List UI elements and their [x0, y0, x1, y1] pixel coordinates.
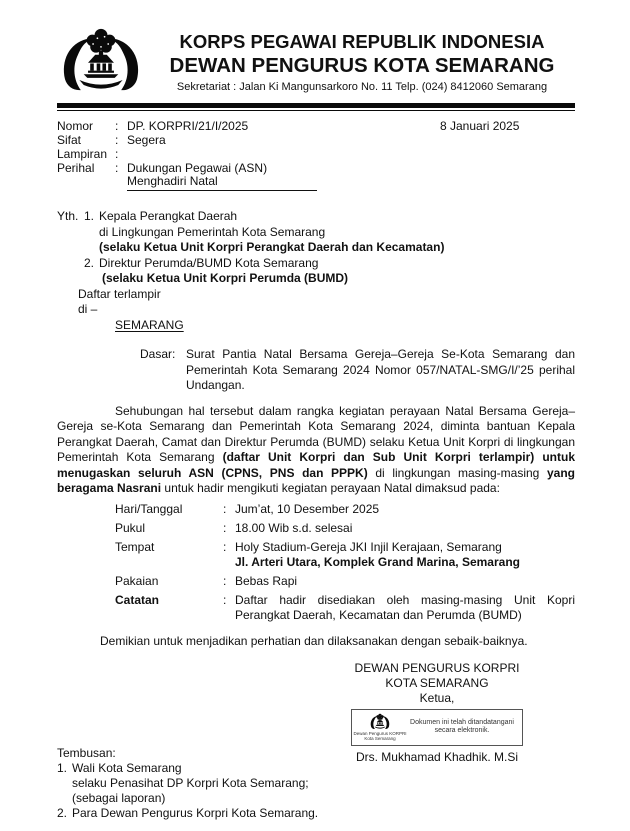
stamp-text-line1: Dokumen ini telah ditandatangani — [410, 718, 514, 726]
secretariat-line: Sekretariat : Jalan Ki Mangunsarkoro No. 11 Telp. (024) 8412060 Semarang — [176, 81, 548, 93]
day-label: Hari/Tanggal — [115, 501, 183, 516]
stamp-text-line2: secara elektronik. — [434, 727, 490, 735]
signer-name: Drs. Mukhamad Khadhik. M.Si — [355, 749, 519, 764]
header-rule-thin — [57, 110, 575, 112]
detail-row-day — [115, 502, 575, 517]
city-name: SEMARANG — [115, 317, 184, 332]
lampiran-label: Lampiran — [57, 146, 108, 161]
header-rule-thick — [57, 103, 575, 108]
time-value: 18.00 Wib s.d. selesai — [235, 520, 353, 535]
colon: : — [223, 573, 227, 588]
dasar-label: Dasar: — [140, 347, 176, 362]
addressee-item1-sub: di Lingkungan Pemerintah Kota Semarang — [99, 224, 326, 239]
at-line: di – — [78, 302, 98, 317]
dasar-block — [140, 347, 575, 394]
dress-value: Bebas Rapi — [235, 573, 298, 588]
signature-org1: DEWAN PENGURUS KORPRI — [354, 660, 520, 675]
time-label: Pukul — [115, 520, 146, 535]
tembusan-item-2 — [57, 806, 318, 821]
tembusan-item1-line2: selaku Penasihat DP Korpri Kota Semarang; — [72, 775, 309, 790]
body-paragraph: Sehubungan hal tersebut dalam rangka kegiatan perayaan Natal Bersama Gereja–Gereja se-Kota Semarang dan Pemerintah Kota Semarang 2024, diminta bantuan Kepala Perangkat Daerah, Camat dan Direktur Perumda (BUMD) selaku Ketua Unit Korpri di lingkungan Pemerintah Kota Semarang (daftar Unit Korpri dan Sub Unit Korpri terlampir) untuk menugaskan seluruh ASN (CPNS, PNS dan PPPK) di lingkungan masing-masing yang beragama Nasrani untuk hadir mengikuti kegiatan perayaan Natal dimaksud pada: — [57, 403, 575, 496]
tembusan-label: Tembusan: — [57, 745, 116, 760]
signature-org2: KOTA SEMARANG — [385, 675, 489, 690]
tembusan-number-2: 2. — [57, 805, 68, 820]
perihal-line2-wrap — [127, 175, 575, 191]
tembusan-block — [57, 746, 318, 821]
sifat-value: Segera — [127, 133, 166, 148]
letterhead-text — [149, 26, 575, 93]
tembusan-item2-line1: Para Dewan Pengurus Korpri Kota Semarang. — [72, 805, 319, 820]
place-value — [235, 540, 575, 570]
signature-area — [57, 661, 575, 831]
stamp-logo-block — [355, 713, 405, 741]
attachment-note: Daftar terlampir — [78, 286, 161, 301]
electronic-signature-stamp — [351, 709, 523, 746]
addressee-number-1: 1. — [84, 209, 95, 224]
stamp-caption-2: Kota Semarang — [364, 736, 396, 742]
perihal-label: Perihal — [57, 160, 95, 175]
letter-date: 8 Januari 2025 — [440, 119, 520, 134]
stamp-text — [405, 719, 519, 736]
signature-block — [321, 661, 553, 765]
addressee-item1: Kepala Perangkat Daerah — [99, 209, 238, 224]
dasar-text: Surat Pantia Natal Bersama Gereja–Gereja Se-Kota Semarang dan Pemerintah Kota Semarang 2024 Nomor 057/NATAL-SMG/I/’25 perihal Undangan. — [186, 347, 575, 393]
note-label: Catatan — [115, 592, 160, 607]
colon: : — [115, 119, 119, 134]
colon: : — [223, 501, 227, 516]
tembusan-item1-line3: (sebagai laporan) — [72, 790, 166, 805]
tembusan-item1-line1: Wali Kota Semarang — [72, 760, 182, 775]
nomor-label: Nomor — [57, 119, 94, 134]
sifat-label: Sifat — [57, 133, 82, 148]
perihal-line2: Menghadiri Natal — [127, 175, 317, 191]
detail-row-dress — [115, 574, 575, 589]
addressee-line1 — [57, 209, 575, 225]
letter-meta — [57, 120, 575, 191]
colon: : — [223, 592, 227, 607]
yth-label: Yth. — [57, 209, 79, 224]
colon: : — [223, 520, 227, 535]
detail-row-time — [115, 521, 575, 536]
detail-row-place — [115, 540, 575, 570]
tembusan-item-1 — [57, 761, 318, 776]
note-value: Daftar hadir disediakan oleh masing-masing Unit Kopri Perangkat Daerah, Kecamatan dan Perumda (BUMD) — [235, 592, 575, 622]
lampiran-value — [127, 148, 575, 162]
closing-sentence: Demikian untuk menjadikan perhatian dan dilaksanakan dengan sebaik-baiknya. — [100, 633, 528, 648]
org-name-line2: DEWAN PENGURUS KOTA SEMARANG — [169, 54, 555, 77]
colon: : — [115, 146, 119, 161]
nomor-value: DP. KORPRI/21/I/2025 — [127, 119, 249, 134]
stamp-korpri-logo-icon — [369, 713, 391, 731]
colon: : — [223, 539, 227, 554]
addressee-line2 — [57, 256, 575, 272]
tembusan-number-1: 1. — [57, 760, 68, 775]
signature-role: Ketua, — [419, 690, 455, 705]
stamp-caption-1: Dewan Pengurus KORPRI — [353, 731, 407, 737]
korpri-logo-icon — [57, 26, 149, 98]
place-line2: Jl. Arteri Utara, Komplek Grand Marina, Semarang — [235, 554, 520, 569]
dress-label: Pakaian — [115, 573, 159, 588]
place-label: Tempat — [115, 539, 155, 554]
place-line1: Holy Stadium-Gereja JKI Injil Kerajaan, Semarang — [235, 539, 502, 554]
addressee-item2: Direktur Perumda/BUMD Kota Semarang — [99, 255, 319, 270]
colon: : — [115, 160, 119, 175]
day-value: Jum’at, 10 Desember 2025 — [235, 501, 380, 516]
detail-row-note — [115, 593, 575, 623]
letterhead — [57, 26, 575, 98]
city-line — [57, 318, 575, 334]
addressee-number-2: 2. — [84, 255, 95, 270]
addressee-item1-role: (selaku Ketua Unit Korpri Perangkat Daerah dan Kecamatan) — [99, 240, 445, 255]
org-name-line1: KORPS PEGAWAI REPUBLIK INDONESIA — [179, 31, 545, 52]
addressee-item2-role: (selaku Ketua Unit Korpri Perumda (BUMD) — [102, 271, 349, 286]
colon: : — [115, 133, 119, 148]
event-details — [115, 502, 575, 623]
perihal-value: Dukungan Pegawai (ASN) — [127, 160, 268, 175]
addressee-block — [57, 209, 575, 333]
